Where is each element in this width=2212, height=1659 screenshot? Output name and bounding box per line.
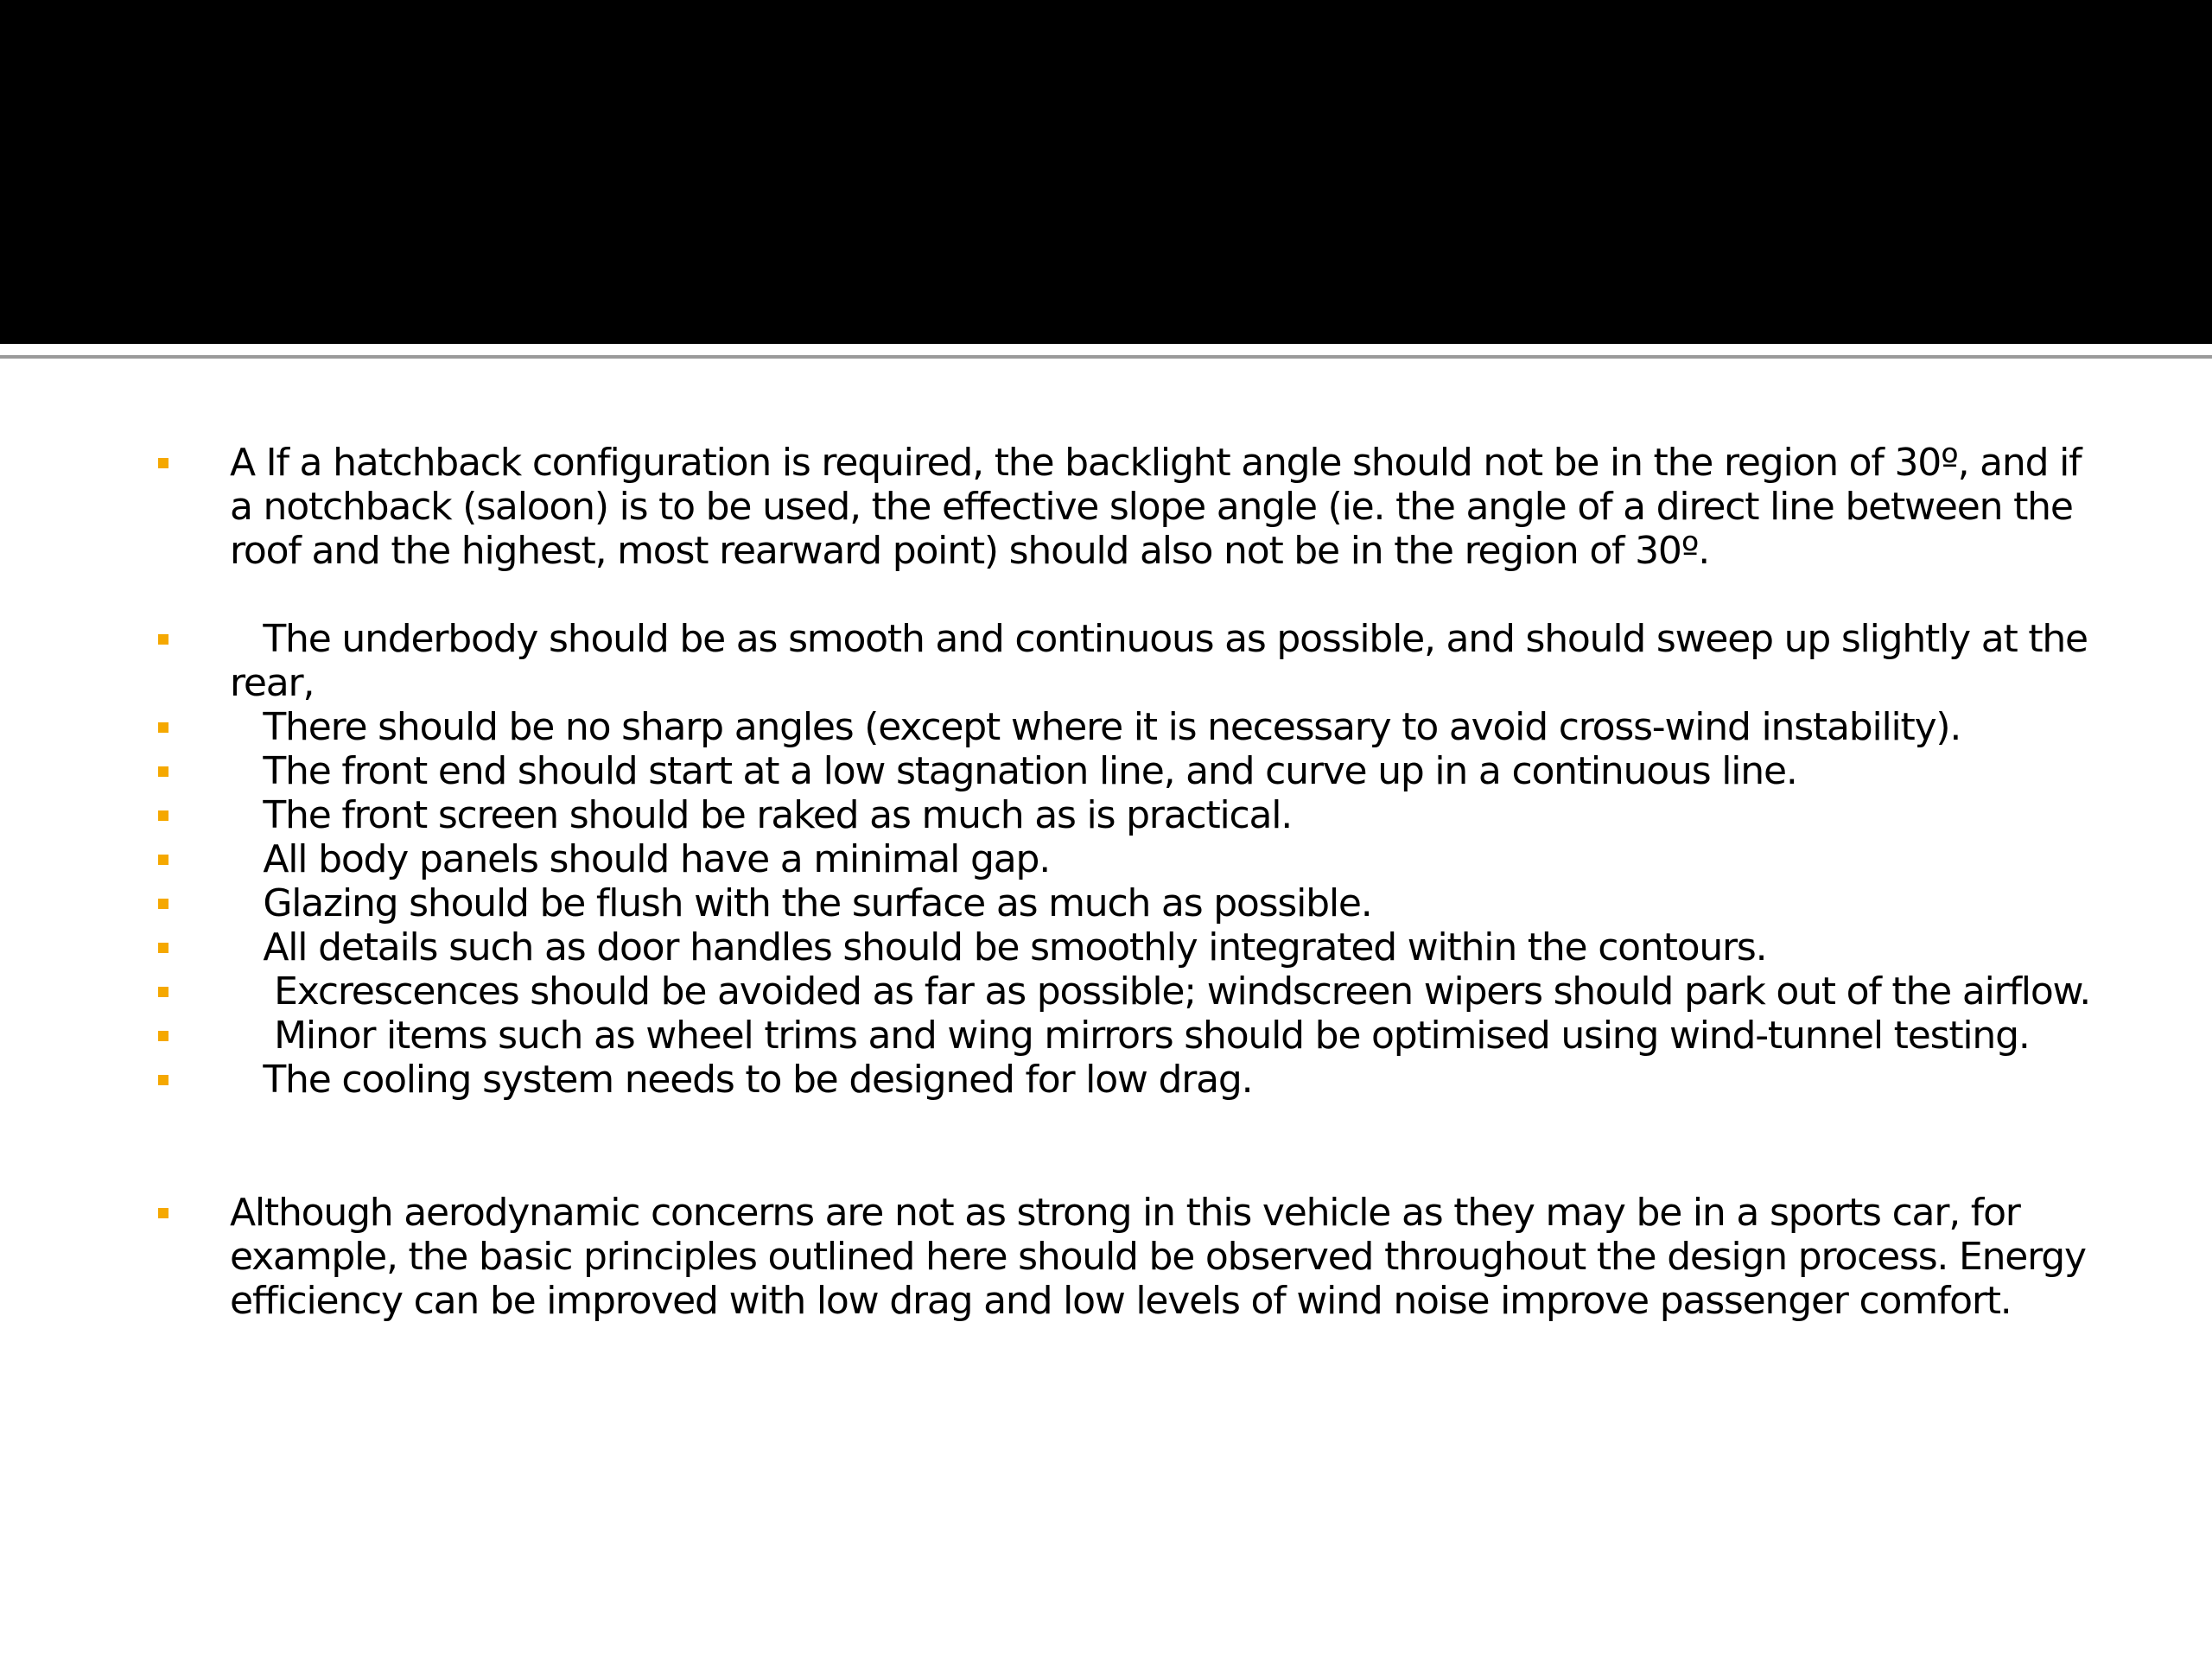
square-bullet-icon <box>158 899 168 909</box>
bullet-text: A If a hatchback configuration is required, the backlight angle should not be in the region of 30º, and if a notchback (saloon) is to be used, the effective slope angle (ie. the angle of a direct line between the roof and the highest, most rearward point) should also not be in the region of 30º. <box>230 441 2093 573</box>
square-bullet-icon <box>158 855 168 865</box>
list-item <box>0 705 2212 749</box>
square-bullet-icon <box>158 634 168 645</box>
list-item <box>0 881 2212 925</box>
square-bullet-icon <box>158 1208 168 1218</box>
square-bullet-icon <box>158 722 168 733</box>
bullet-text: Minor items such as wheel trims and wing mirrors should be optimised using wind-tunnel testing. <box>230 1014 2030 1058</box>
square-bullet-icon <box>158 943 168 953</box>
list-item <box>0 749 2212 793</box>
bullet-text: Excrescences should be avoided as far as possible; windscreen wipers should park out of the airflow. <box>230 969 2091 1014</box>
list-item <box>0 1014 2212 1058</box>
bullet-text: All details such as door handles should be smoothly integrated within the contours. <box>230 925 1767 969</box>
bullet-text: All body panels should have a minimal gap. <box>230 837 1050 881</box>
list-item <box>0 1058 2212 1102</box>
bullet-text: The front screen should be raked as much as is practical. <box>230 793 1293 837</box>
square-bullet-icon <box>158 1031 168 1041</box>
title-divider <box>0 355 2212 359</box>
square-bullet-icon <box>158 766 168 777</box>
bullet-text: Although aerodynamic concerns are not as strong in this vehicle as they may be in a sports car, for example, the basic principles outlined here should be observed throughout the design process. Energy efficiency can be improved with low drag and low levels of wind noise improve passenger comfort. <box>230 1191 2097 1323</box>
bullet-text: The front end should start at a low stagnation line, and curve up in a continuous line. <box>230 749 1797 793</box>
list-item <box>0 969 2212 1014</box>
list-item <box>0 1191 2212 1323</box>
list-item <box>0 617 2212 705</box>
bullet-spacer <box>0 573 2212 617</box>
square-bullet-icon <box>158 1075 168 1085</box>
title-band <box>0 0 2212 344</box>
bullet-list <box>0 441 2212 1323</box>
list-item <box>0 925 2212 969</box>
list-item <box>0 793 2212 837</box>
bullet-text: There should be no sharp angles (except where it is necessary to avoid cross-wind instability). <box>230 705 1961 749</box>
square-bullet-icon <box>158 987 168 997</box>
list-item <box>0 837 2212 881</box>
bullet-text: Glazing should be flush with the surface as much as possible. <box>230 881 1372 925</box>
bullet-text: The cooling system needs to be designed for low drag. <box>230 1058 1253 1102</box>
square-bullet-icon <box>158 458 168 468</box>
bullet-text: The underbody should be as smooth and continuous as possible, and should sweep up slightly at the rear, <box>230 617 2099 705</box>
bullet-spacer <box>0 1102 2212 1191</box>
square-bullet-icon <box>158 810 168 821</box>
list-item <box>0 441 2212 573</box>
